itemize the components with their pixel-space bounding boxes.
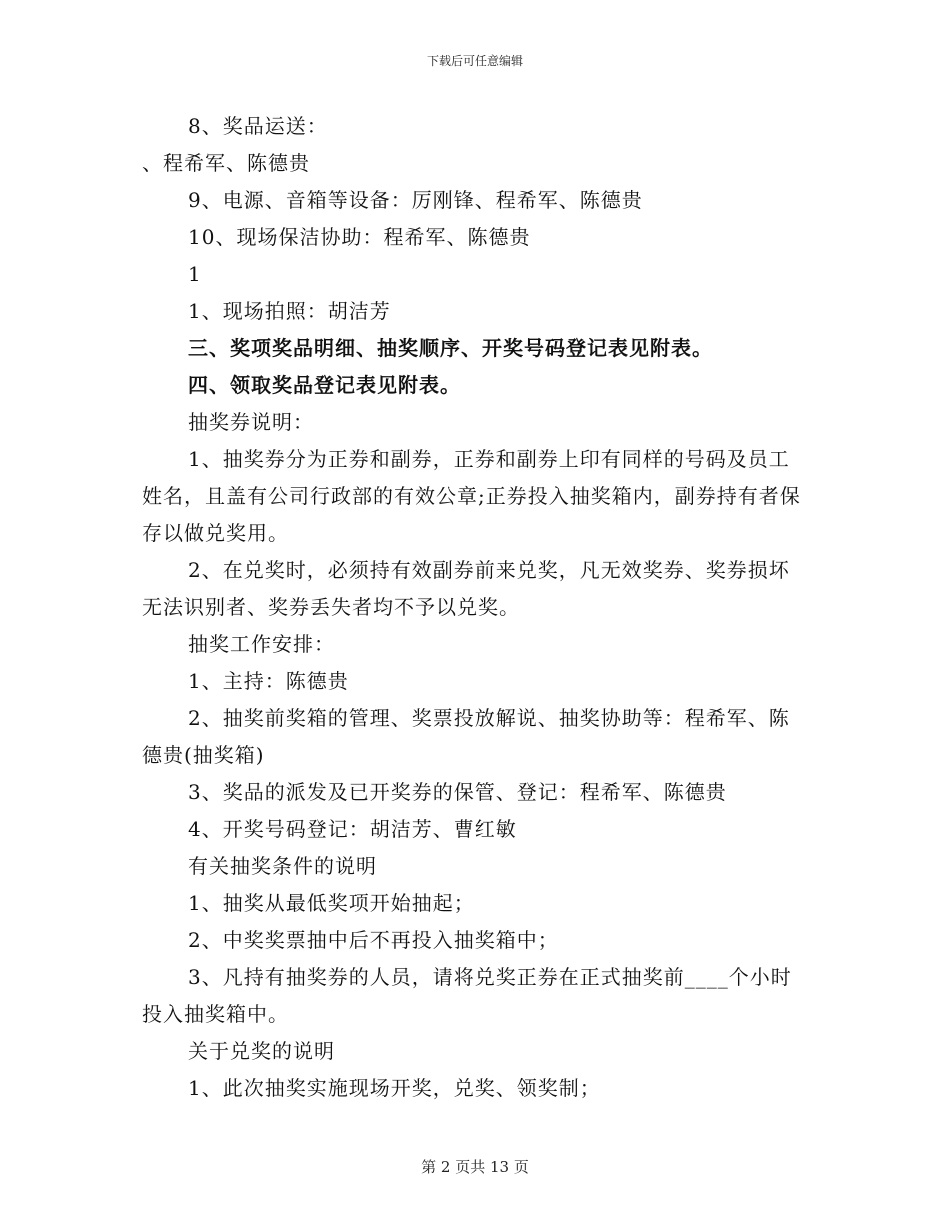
text-line: 1、主持：陈德贵 <box>188 669 349 693</box>
paragraph: 3、凡持有抽奖券的人员，请将兑奖正券在正式抽奖前____个小时投入抽奖箱中。 <box>142 965 792 1026</box>
text-line: 9、电源、音箱等设备：厉刚锋、程希军、陈德贵 <box>188 188 643 212</box>
page-header: 下载后可任意编辑 <box>426 54 523 68</box>
page-footer: 第 2 页共 13 页 <box>421 1158 529 1176</box>
text-line: 4、开奖号码登记：胡洁芳、曹红敏 <box>188 817 517 841</box>
subheading: 关于兑奖的说明 <box>188 1039 335 1063</box>
text-line: 、程希军、陈德贵 <box>142 151 310 175</box>
text-line: 3、奖品的派发及已开奖券的保管、登记：程希军、陈德贵 <box>188 780 727 804</box>
text-line: 1、抽奖从最低奖项开始抽起； <box>188 891 475 915</box>
text-line: 8、奖品运送： <box>188 114 328 138</box>
paragraph: 2、在兑奖时，必须持有效副券前来兑奖，凡无效奖券、奖券损坏无法识别者、奖券丢失者均不予以兑奖。 <box>142 558 790 619</box>
text-line: 2、中奖奖票抽中后不再投入抽奖箱中； <box>188 928 559 952</box>
text-line: 10、现场保洁协助：程希军、陈德贵 <box>188 225 531 249</box>
paragraph: 2、抽奖前奖箱的管理、奖票投放解说、抽奖协助等：程希军、陈德贵(抽奖箱) <box>142 706 790 767</box>
document-body <box>142 108 810 1107</box>
subheading: 抽奖券说明： <box>188 410 314 434</box>
subheading: 抽奖工作安排： <box>188 632 335 656</box>
text-line: 1、现场拍照：胡洁芳 <box>188 299 391 323</box>
subheading: 有关抽奖条件的说明 <box>188 854 377 878</box>
section-heading: 四、领取奖品登记表见附表。 <box>188 373 461 397</box>
section-heading: 三、奖项奖品明细、抽奖顺序、开奖号码登记表见附表。 <box>188 336 713 360</box>
paragraph: 1、抽奖券分为正券和副券，正券和副券上印有同样的号码及员工姓名，且盖有公司行政部的有效公章;正券投入抽奖箱内，副券持有者保存以做兑奖用。 <box>142 447 801 545</box>
text-line: 1 <box>188 262 202 286</box>
text-line: 1、此次抽奖实施现场开奖，兑奖、领奖制； <box>188 1076 601 1100</box>
